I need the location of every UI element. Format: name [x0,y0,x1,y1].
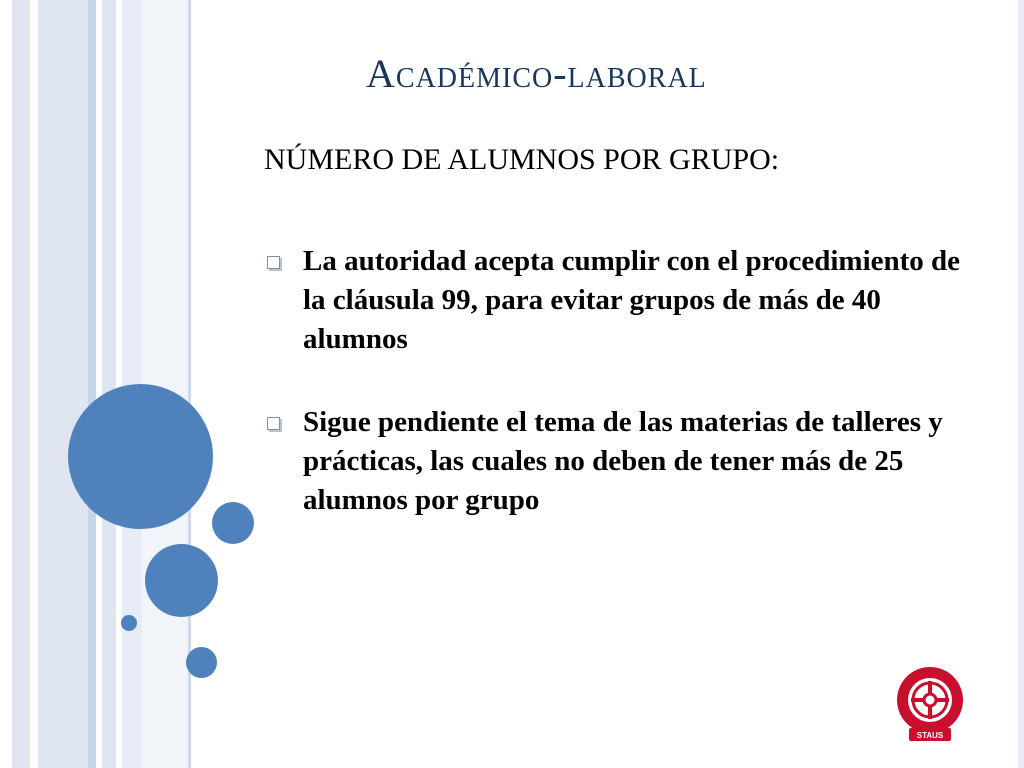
decor-circle-medium [212,502,254,544]
decor-circle-medium [186,647,217,678]
decor-circle-small [121,615,137,631]
square-bullet-icon [267,417,280,430]
square-bullet-icon [267,256,280,269]
decor-stripe [102,0,116,768]
decor-stripe [30,0,38,768]
decor-stripe [0,0,12,768]
staus-seal-logo [893,664,967,744]
decor-circle-large [68,384,213,529]
decor-circle-medium [145,544,218,617]
decor-edge [1018,0,1024,768]
bullet-item [262,242,972,359]
bullet-list [262,242,972,564]
slide-subtitle: NÚMERO DE ALUMNOS POR GRUPO: [264,143,780,176]
bullet-text: Sigue pendiente el tema de las materias de talleres y prácticas, las cuales no deben de tener más de 25 alumnos por grupo [303,406,943,516]
decor-stripe [88,0,96,768]
slide-title: Académico-laboral [366,51,707,96]
bullet-text: La autoridad acepta cumplir con el procedimiento de la cláusula 99, para evitar grupos de más de 40 alumnos [303,245,961,355]
svg-text:STAUS: STAUS [916,731,944,740]
bullet-item [262,403,972,520]
decor-stripe [12,0,30,768]
decor-stripe [38,0,88,768]
